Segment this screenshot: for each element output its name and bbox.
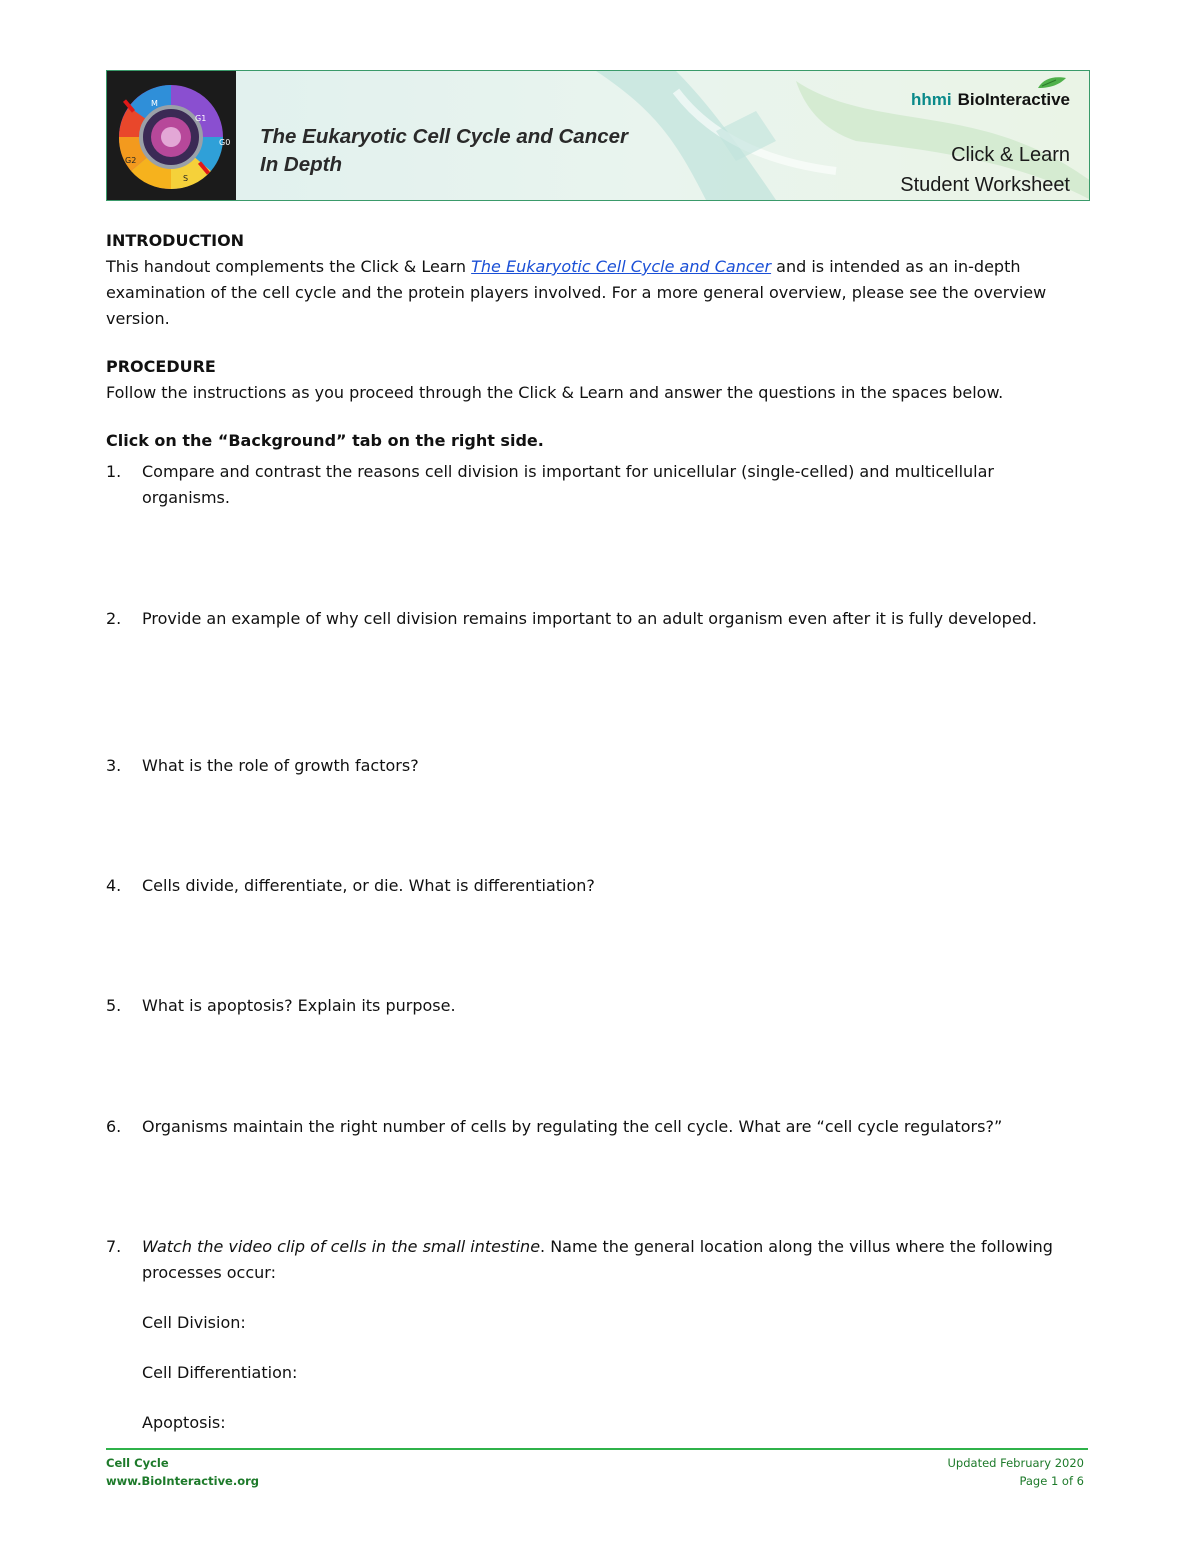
cycle-label-s: S [183, 174, 189, 183]
question-text: What is the role of growth factors? [142, 756, 419, 775]
question-1 [106, 459, 1086, 511]
cycle-label-g2: G2 [125, 156, 137, 165]
procedure-heading: PROCEDURE [106, 357, 216, 376]
footer-right [948, 1454, 1084, 1490]
footer-page-number: Page 1 of 6 [1019, 1474, 1084, 1488]
question-text: Cells divide, differentiate, or die. What is differentiation? [142, 876, 595, 895]
footer-left [106, 1454, 259, 1490]
question-4 [106, 873, 1086, 899]
worksheet-type [900, 140, 1070, 200]
question-number: 1. [106, 462, 122, 481]
hhmi-biointeractive-logo [911, 90, 1070, 110]
question-number: 7. [106, 1237, 122, 1256]
question-3 [106, 753, 1086, 779]
cycle-label-g0: G0 [219, 138, 231, 147]
intro-text-after-link: and is intended as an in-depth examination of the cell cycle and the protein players involved. For a more general overview, please see the overview version. [106, 257, 1047, 328]
question-text: Provide an example of why cell division remains important to an adult organism even after it is fully developed. [142, 609, 1037, 628]
question-text: Compare and contrast the reasons cell division is important for unicellular (single-celled) and multicellular organisms. [142, 462, 994, 507]
intro-section [106, 228, 1096, 454]
question-7-rest: . Name the general location along the villus where the following processes occur: [142, 1237, 1053, 1282]
subitem-cell-differentiation: Cell Differentiation: [142, 1363, 298, 1382]
cycle-label-m: M [151, 99, 158, 108]
question-number: 3. [106, 756, 122, 775]
cell-cycle-image [107, 71, 236, 200]
subitem-cell-division: Cell Division: [142, 1313, 246, 1332]
question-number: 2. [106, 609, 122, 628]
question-5 [106, 993, 1086, 1019]
subitem-apoptosis: Apoptosis: [142, 1413, 226, 1432]
question-2 [106, 606, 1086, 632]
question-number: 5. [106, 996, 122, 1015]
question-text: Organisms maintain the right number of cells by regulating the cell cycle. What are “cell cycle regulators?” [142, 1117, 1003, 1136]
title-line-2: In Depth [260, 153, 342, 176]
footer-course: Cell Cycle [106, 1456, 169, 1470]
footer-website-link[interactable]: www.BioInteractive.org [106, 1474, 260, 1488]
intro-text-before-link: This handout complements the Click & Learn [106, 257, 472, 276]
worksheet-type-line-1: Click & Learn [951, 144, 1070, 166]
cell-cycle-link[interactable]: The Eukaryotic Cell Cycle and Cancer [471, 257, 772, 276]
question-7-italic: Watch the video clip of cells in the small intestine [142, 1237, 541, 1256]
footer-updated: Updated February 2020 [947, 1456, 1084, 1470]
logo-hhmi: hhmi [910, 90, 952, 109]
cycle-label-g1: G1 [195, 114, 207, 123]
background-tab-instruction: Click on the “Background” tab on the right side. [106, 431, 544, 450]
question-7 [106, 1234, 1086, 1286]
question-number: 6. [106, 1117, 122, 1136]
title-line-1: The Eukaryotic Cell Cycle and Cancer [260, 125, 628, 148]
intro-heading: INTRODUCTION [106, 231, 245, 250]
question-6 [106, 1114, 1086, 1140]
question-text [142, 1234, 1086, 1286]
page-title [260, 123, 760, 179]
worksheet-type-line-2: Student Worksheet [900, 174, 1070, 196]
intro-paragraph [106, 254, 1096, 332]
logo-biointeractive: BioInteractive [957, 90, 1070, 109]
footer-divider [106, 1448, 1088, 1450]
question-text: What is apoptosis? Explain its purpose. [142, 996, 456, 1015]
question-number: 4. [106, 876, 122, 895]
procedure-paragraph: Follow the instructions as you proceed through the Click & Learn and answer the questions in the spaces below. [106, 383, 1004, 402]
